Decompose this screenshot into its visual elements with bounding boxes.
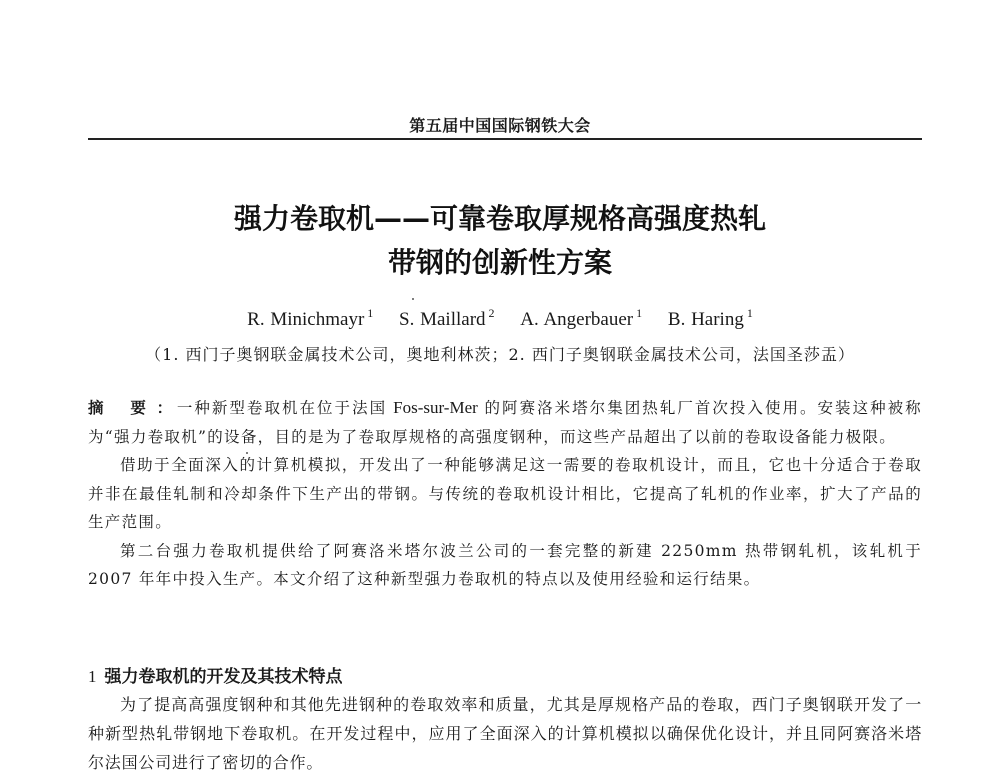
affiliation-mark: 1 [746,306,753,320]
affiliations: （1. 西门子奥钢联金属技术公司，奥地利林茨；2. 西门子奥钢联金属技术公司，法国圣莎盂） [145,345,855,364]
paper-title-line-2: 带钢的创新性方案 [387,246,612,279]
place-name: Fos-sur-Mer [393,398,478,417]
author: A. Angerbauer $^1$ [520,306,643,330]
header-rule [88,138,922,140]
author: R. Minichmayr $^1$ [247,306,374,330]
section-number: 1 [88,667,97,686]
abstract [88,394,922,594]
author-list [0,306,1000,331]
body-paragraph: 为了提高高强度钢种和其他先进钢种的卷取效率和质量，尤其是厚规格产品的卷取，西门子奥钢联开发了一种新型热轧带钢地下卷取机。在开发过程中，应用了全面深入的计算机模拟以确保优化设计，并且同阿赛洛米塔尔法国公司进行了密切的合作。 [88,695,922,772]
abstract-label: 摘 要 [88,399,157,417]
author: B. Haring $^1$ [667,306,753,330]
conference-header: 第五届中国国际钢铁大会 [409,116,591,135]
section-body [88,690,922,777]
author: S. Maillard $^2$ [399,306,495,330]
scan-speck [412,298,414,300]
scan-speck [246,452,248,454]
affiliation-mark: 2 [488,306,495,320]
abstract-paragraph-1: 摘 要： 一种新型卷取机在位于法国 Fos-sur-Mer 的阿赛洛米塔尔集团热轧厂首次投入使用。安装这种被称为“强力卷取机”的设备，目的是为了卷取厚规格的高强度钢种，而这些产品超出了以前的卷取设备能力极限。 [88,398,922,446]
abstract-paragraph-2: 借助于全面深入的计算机模拟，开发出了一种能够满足这一需要的卷取机设计，而且，它也十分适合于卷取并非在最佳轧制和冷却条件下生产出的带钢。与传统的卷取机设计相比，它提高了轧机的作业率，扩大了产品的生产范围。 [88,456,922,531]
paper-title-line-1: 强力卷取机——可靠卷取厚规格高强度热轧 [233,202,766,235]
abstract-paragraph-3: 第二台强力卷取机提供给了阿赛洛米塔尔波兰公司的一套完整的新建 2250mm 热带钢轧机，该轧机于 2007 年年中投入生产。本文介绍了这种新型强力卷取机的特点以及使用经验和运行结果。 [88,541,922,588]
section-heading: 1 强力卷取机的开发及其技术特点 [88,667,343,687]
affiliation-mark: 1 [636,306,643,320]
affiliation-mark: 1 [367,306,374,320]
